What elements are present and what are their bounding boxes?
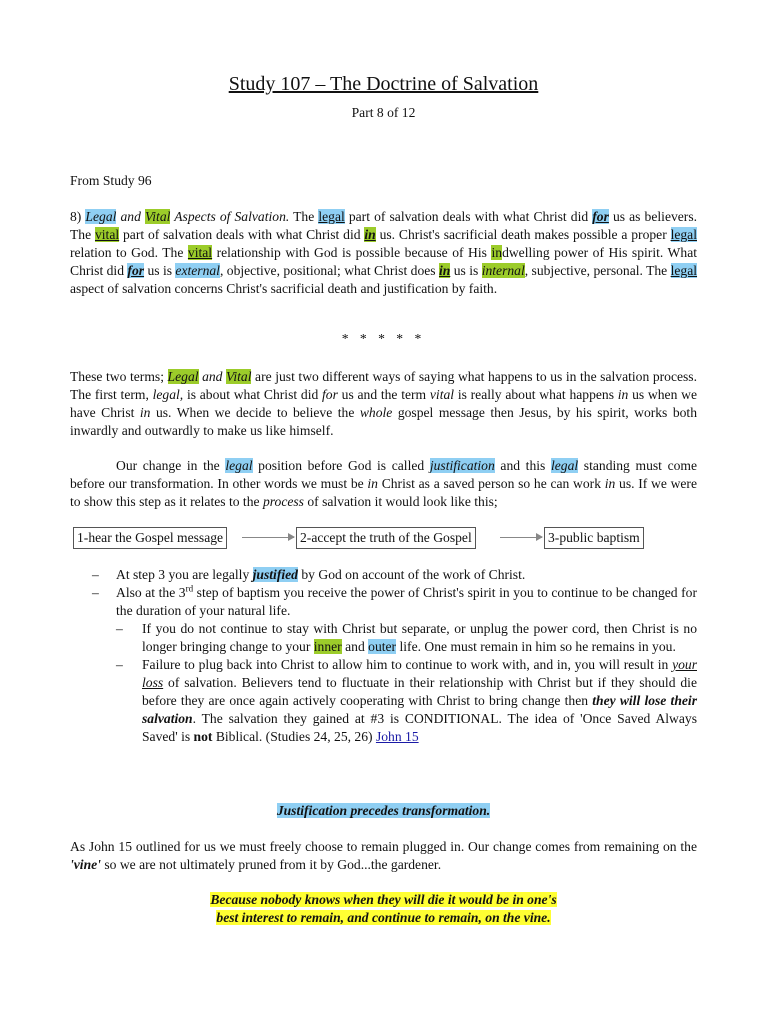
highlight-legal: Legal [85,209,117,224]
john-15-link[interactable]: John 15 [375,729,419,744]
salvation-process-flow [70,527,697,551]
page-subtitle: Part 8 of 12 [351,105,416,120]
list-item: – At step 3 you are legally justified by God on account of the work of Christ. [70,566,697,584]
flow-step-accept: 2-accept the truth of the Gospel [296,527,476,549]
flow-arrow-icon [242,537,294,538]
justification-callout: Justification precedes transformation. [276,803,491,818]
list-item: – If you do not continue to stay with Christ but separate, or unplug the power cord, then Christ is no longer bringing change to your inner and outer life. One must remain in him so he remains in you. [116,620,697,656]
flow-step-hear: 1-hear the Gospel message [73,527,227,549]
steps-list [70,566,697,746]
paragraph-two-terms: These two terms; Legal and Vital are just two different ways of saying what happens to us in the salvation process. The first term, legal, is about what Christ did for us and the term vital is really about what happens in us when we have Christ in us. When we decide to believe the whole gospel message then Jesus, by his spirit, works both inwardly and outwardly to make us like himself. [70,369,698,438]
page-title: Study 107 – The Doctrine of Salvation [228,73,539,95]
flow-step-baptism: 3-public baptism [544,527,644,549]
final-callout-line-1: Because nobody knows when they will die it would be in one's [210,892,557,907]
paragraph-our-change: Our change in the legal position before God is called justification and this legal standing must come before our transformation. In other words we must be in Christ as a saved person so he can work in us. If we were to show this step as it relates to the process of salvation it would look like this; [70,458,698,509]
section-divider: * * * * * [341,331,426,346]
from-study-label: From Study 96 [70,173,152,188]
list-item: – Failure to plug back into Christ to allow him to continue to work with, and in, you will result in your loss of salvation. Believers tend to fluctuate in their relationship with Christ but if they should die before they are once again actively cooperating with Christ to bring change then they will lose their salvation. The salvation they gained at #3 is CONDITIONAL. The idea of 'Once Saved Always Saved' is not Biblical. (Studies 24, 25, 26) John 15 [116,656,697,746]
paragraph-john-15: As John 15 outlined for us we must freely choose to remain plugged in. Our change comes from remaining on the 'vine' so we are not ultimately pruned from it by God...the gardener. [70,839,697,872]
list-item: – Also at the 3rd step of baptism you receive the power of Christ's spirit in you to continue to be changed for the duration of your natural life. – If you do not continue to stay with Christ but separate, or unplug the power cord, then Christ is no longer bringing change to your inner and outer life. One must remain in him so he remains in you. – Failure to plug back into Christ to allow him to continue to work with, and in, you will result in your loss of salvation. Believers tend to fluctuate in their relationship with Christ but if they should die before they are once again actively cooperating with Christ to bring change then they will lose their salvation. The salvation they gained at #3 is CONDITIONAL. The idea of 'Once Saved Always Saved' is not Biblical. (Studies 24, 25, 26) John 15 [70,584,697,746]
paragraph-legal-vital: 8) Legal and Vital Aspects of Salvation. The legal part of salvation deals with what Christ did for us as believers. The vital part of salvation deals with what Christ did in us. Christ's sacrificial death makes possible a proper legal relation to God. The vital relationship with God is possible because of His indwelling power of His spirit. What Christ did for us is external, objective, positional; what Christ does in us is internal, subjective, personal. The legal aspect of salvation concerns Christ's sacrificial death and justification by faith. [70,209,698,296]
flow-arrow-icon [500,537,542,538]
highlight-vital: Vital [144,209,171,224]
final-callout-line-2: best interest to remain, and continue to remain, on the vine. [216,910,551,925]
sub-list [116,620,697,746]
